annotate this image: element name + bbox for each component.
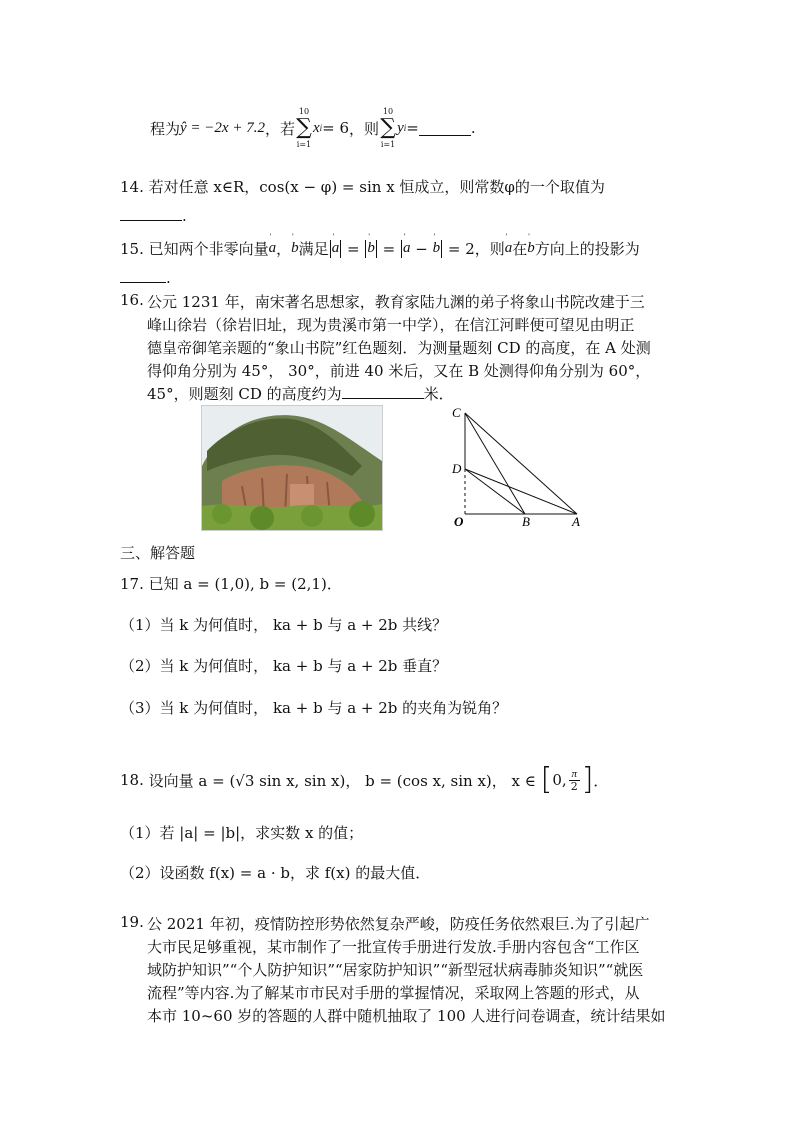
q17-part2: （2）当 k 为何值时， ka + b 与 a + 2b 垂直？ xyxy=(120,657,448,675)
sum-lower: i=1 xyxy=(296,140,312,149)
label-O: O xyxy=(454,514,464,529)
q13-x: x xyxy=(312,119,320,136)
q16-line5 xyxy=(147,383,454,404)
vector-b: ' b xyxy=(527,232,535,256)
q15-text-a: 已知两个非零向量 xyxy=(148,240,269,258)
q16-line3: 德皇帝御笔亲题的“象山书院”红色题刻．为测量题刻 CD 的高度，在 A 处测 xyxy=(147,339,651,357)
q14-text: 若对任意 x∈R，cos(x − φ) = sin x 恒成立，则常数φ的一个取值为 xyxy=(148,178,605,196)
q15-text-c: 在 xyxy=(512,240,528,258)
q19-line2: 大市民足够重视，某市制作了一批宣传手册进行发放.手册内容包含“工作区 xyxy=(147,938,640,956)
q13-x-sub: i xyxy=(319,123,323,133)
q16-line5-b: 米． xyxy=(423,385,454,403)
q16-line4: 得仰角分别为 45°， 30°，前进 40 米后，又在 B 处测得仰角分别为 60°， xyxy=(147,362,651,380)
vector-b: ' b xyxy=(432,232,441,256)
q13-y-sub: i xyxy=(403,123,407,133)
frac-num: π xyxy=(569,768,580,781)
sum-symbol-x: 10 ∑ i=1 xyxy=(296,107,312,149)
q13-end: . xyxy=(470,119,476,137)
q17-part1: （1）当 k 为何值时， ka + b 与 a + 2b 共线？ xyxy=(120,616,448,634)
q13-eq1: = 6 xyxy=(322,119,350,137)
q18-stem xyxy=(120,760,608,800)
q14-line xyxy=(120,176,605,197)
q15-text-d: 方向上的投影为 xyxy=(534,240,640,258)
sum-lower: i=1 xyxy=(380,140,396,149)
q15-text-b: 满足 xyxy=(298,240,329,258)
q13-sep1: ，若 xyxy=(264,119,295,138)
bracket-right: ] xyxy=(581,762,594,797)
q15-end: . xyxy=(166,269,171,287)
q17-stem xyxy=(120,573,342,594)
cliff-photo xyxy=(201,405,383,531)
segment-CB xyxy=(465,413,525,514)
label-D: D xyxy=(452,461,462,476)
q14-end: . xyxy=(182,207,187,225)
answer-blank[interactable] xyxy=(342,384,424,399)
q13-y: y xyxy=(397,119,404,136)
q17-stem-text: 已知 a = (1,0), b = (2,1)． xyxy=(148,575,342,593)
vector-a: ' a xyxy=(268,232,277,256)
label-B: B xyxy=(522,514,530,529)
q15-eq: = xyxy=(346,239,360,258)
q14-answer-line xyxy=(120,206,187,225)
q18-number: 18. xyxy=(120,771,144,789)
section-title: 三、解答题 xyxy=(120,544,196,562)
fraction-pi-over-2 xyxy=(569,768,580,793)
sum-upper: 10 xyxy=(382,107,394,116)
q16-line1: 公元 1231 年，南宋著名思想家，教育家陆九渊的弟子将象山书院改建于三 xyxy=(147,293,645,311)
q19-number: 19. xyxy=(120,913,144,931)
q16-line5-a: 45°，则题刻 CD 的高度约为 xyxy=(147,385,342,403)
q18-part1: （1）若 |a| = |b|，求实数 x 的值； xyxy=(120,824,364,842)
q18-stem-end: ． xyxy=(593,771,609,790)
q15-eq: = xyxy=(382,239,396,258)
q15-number: 15. xyxy=(120,239,144,258)
sum-upper: 10 xyxy=(298,107,310,116)
q16-number: 16. xyxy=(120,291,144,309)
vector-a: ' a xyxy=(331,232,340,256)
q13-eq2: = xyxy=(406,119,419,137)
q13-line xyxy=(150,106,476,150)
bracket-left: [ xyxy=(540,762,553,797)
q17-part3: （3）当 k 为何值时， ka + b 与 a + 2b 的夹角为锐角？ xyxy=(120,699,508,717)
segment-CA xyxy=(465,413,577,514)
segment-DB xyxy=(465,469,525,514)
q17-number: 17. xyxy=(120,575,144,593)
q16-line2: 峰山徐岩（徐岩旧址，现为贵溪市第一中学），在信江河畔便可望见由明正 xyxy=(147,316,635,334)
q13-sep2: ，则 xyxy=(349,119,380,138)
q19-line5: 本市 10~60 岁的答题的人群中随机抽取了 100 人进行问卷调查，统计结果如 xyxy=(147,1007,666,1025)
q15-minus: − xyxy=(415,239,428,258)
q18-stem-text: 设向量 a = (√3 sin x, sin x)， b = (cos x, sin x)， x ∈ xyxy=(148,771,536,790)
q19-line1: 公 2021 年初，疫情防控形势依然复杂严峻，防疫任务依然艰巨.为了引起广 xyxy=(147,915,650,933)
label-A: A xyxy=(572,514,580,529)
vector-b: ' b xyxy=(291,232,299,256)
q15-line xyxy=(120,232,640,259)
frac-den: 2 xyxy=(570,779,578,793)
geometry-diagram xyxy=(440,400,600,532)
q18-interval-left: 0, xyxy=(552,771,567,789)
q14-number: 14. xyxy=(120,178,144,196)
answer-blank[interactable] xyxy=(120,268,166,283)
q15-eq-part: = 2，则 xyxy=(447,240,505,258)
vector-b: ' b xyxy=(367,232,375,256)
q19-line4: 流程”等内容.为了解某市市民对手册的掌握情况，采取网上答题的形式，从 xyxy=(147,984,640,1002)
label-C: C xyxy=(452,405,461,420)
sum-symbol-y: 10 ∑ i=1 xyxy=(380,107,396,149)
cliff-photo-drawing xyxy=(202,406,382,530)
answer-blank[interactable] xyxy=(419,121,471,136)
q19-line3: 域防护知识”“个人防护知识”“居家防护知识”“新型冠状病毒肺炎知识”“就医 xyxy=(147,961,644,979)
vector-a: ' a xyxy=(402,232,411,256)
q15-answer-line xyxy=(120,268,171,287)
answer-blank[interactable] xyxy=(120,206,182,221)
q15-comma: ， xyxy=(276,240,292,258)
vector-a: ' a xyxy=(504,232,513,256)
q13-regression: ŷ = −2x + 7.2 xyxy=(180,119,265,136)
q13-prefix: 程为 xyxy=(150,119,181,138)
q18-part2: （2）设函数 f(x) = a · b，求 f(x) 的最大值． xyxy=(120,864,431,882)
